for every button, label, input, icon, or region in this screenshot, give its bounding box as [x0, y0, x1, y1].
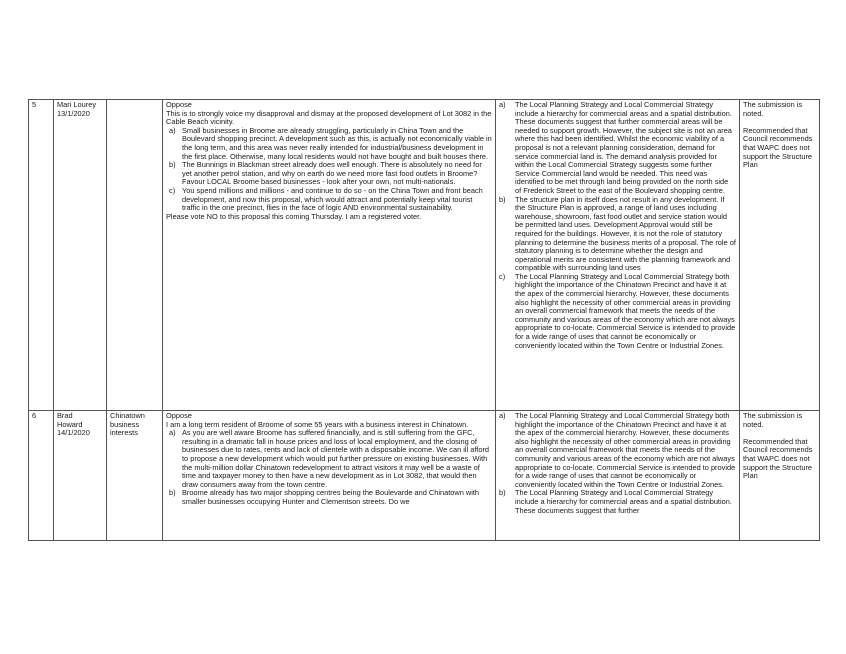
- submitter-first-name: Brad: [57, 411, 73, 420]
- position: Oppose: [166, 411, 192, 420]
- submission-number: 6: [29, 411, 54, 541]
- submission-closing: Please vote NO to this proposal this coming Thursday. I am a registered voter.: [166, 211, 422, 221]
- response-cell: [496, 411, 740, 541]
- submission-text-cell: [163, 100, 496, 411]
- response-point: [499, 412, 736, 489]
- point-text: You spend millions and millions - and continue to do so - on the China Town and front beach development, and now this proposal, which would attract and potentially keep vital tourist traffic in the one precinct, flies in the face of logic AND environmental sustainability.: [182, 185, 483, 213]
- response-text: The Local Planning Strategy and Local Commercial Strategy include a hierarchy for commercial areas and a spatial distribution. These documents suggest that further: [515, 488, 732, 515]
- response-point: [499, 196, 736, 273]
- submission-date: 13/1/2020: [57, 108, 90, 118]
- response-label: a): [499, 411, 506, 420]
- response-point: [499, 273, 736, 350]
- submission-point: [166, 127, 492, 161]
- point-text: Small businesses in Broome are already struggling, particularly in China Town and the Boulevard shopping precinct. A development such as this, is actually not economically viable in the long term, and this area was never really intended for industrial/business development in the first place. Otherwise, many local residents would not have bought and built houses there.: [182, 125, 492, 161]
- point-label: b): [169, 160, 176, 170]
- response-label: b): [499, 194, 506, 204]
- submission-text-cell: [163, 411, 496, 541]
- response-text: The Local Planning Strategy and Local Commercial Strategy both highlight the importance of the Chinatown Precinct and have it at the apex of the commercial hierarchy. However, these documents also highlight the necessity of other commercial areas in providing an overall commercial framework that meets the needs of the community and various areas of the economy which are not always appropriate to co-locate. Commercial Service is intended to provide for a wide range of uses that cannot be economically or conveniently located within the Town Centre or Industrial Zones.: [515, 271, 736, 350]
- submissions-table: [28, 99, 820, 541]
- point-text: The Bunnings in Blackman street already does well enough. There is absolutely no need for yet another petrol station, and why on earth do we need more fast food outlets in Broome? Favour LOCAL Broome based businesses - look after your own, not multi-nationals.: [182, 160, 482, 187]
- submission-point: [166, 187, 492, 213]
- response-label: a): [499, 100, 506, 109]
- point-text: As you are well aware Broome has suffered financially, and is still suffering from the GFC, resulting in a dramatic fall in house prices and loss of local employment, and the closing of businesses due to rates, rents and lack of clientele with a disposable income. We can ill afford to propose a new development which would put further pressure on existing businesses. With the multi-million dollar Chinatown redevelopment to attract visitors it may well be a waste of time and taxpayer money to then have a new development as in Lot 3082, that would then draw consumers away from the town centre.: [182, 428, 490, 489]
- group-line: Chinatown: [110, 411, 145, 420]
- submission-row: [29, 100, 820, 411]
- submitter-name: Mari Lourey: [57, 100, 97, 109]
- group-line: business: [110, 419, 140, 429]
- submission-intro: This is to strongly voice my disapproval and dismay at the proposed development of Lot 3082 in the Cable Beach vicinity.: [166, 108, 492, 127]
- submission-intro: I am a long term resident of Broome of some 55 years with a business interest in Chinatown.: [166, 419, 469, 429]
- submitter-cell: [54, 411, 107, 541]
- response-label: c): [499, 271, 506, 281]
- submitter-last-name: Howard: [57, 419, 83, 429]
- point-text: Broome already has two major shopping centres being the Boulevarde and Chinatown with smaller businesses occupying Hunter and Clementson streets. Do we: [182, 488, 480, 506]
- response-text: The Local Planning Strategy and Local Commercial Strategy include a hierarchy for commercial areas and a spatial distribution. These documents suggest that further commercial areas will be needed to support growth. However, the subject site is not an area where this had been identified. Whilst the economic viability of a proposal is not a relevant planning consideration, demand for service commercial land is. The demand analysis provided for within the Local Commercial Strategy suggests some further Service Commercial land would be needed. This need was identified to be met through land being provided on the north side of Frederick Street to the east of the Boulevard shopping centre.: [515, 100, 732, 195]
- response-text: The Local Planning Strategy and Local Commercial Strategy both highlight the importance of the Chinatown Precinct and have it at the apex of the commercial hierarchy. However, these documents also highlight the necessity of other commercial areas in providing an overall commercial framework that meets the needs of the community and various areas of the economy which are not always appropriate to co-locate. Commercial Service is intended to provide for a wide range of uses that cannot be economically or conveniently located within the Town Centre or Industrial Zones.: [515, 411, 736, 489]
- point-label: c): [169, 185, 176, 195]
- submission-number: 5: [29, 100, 54, 411]
- point-label: a): [169, 428, 176, 438]
- response-point: [499, 489, 736, 515]
- response-text: The structure plan in itself does not result in any development. If the Structure Plan is approved, a range of land uses including warehouse, showroom, fast food outlet and service station would be permitted land uses. Development Approval would still be required for the buildings. However, it is not the role of statutory planning to determine the business merits of a proposal. The role of statutory planning is to determine whether the design and operational merits are consistent with the planning framework and compatible with surrounding land uses: [515, 194, 736, 273]
- group-cell: [107, 411, 163, 541]
- group-cell: [107, 100, 163, 411]
- recommendation-text: Recommended that Council recommends that WAPC does not support the Structure Plan: [743, 436, 813, 481]
- recommendation-note: The submission is noted.: [743, 100, 803, 118]
- recommendation-cell: [740, 411, 820, 541]
- recommendation-text: Recommended that Council recommends that WAPC does not support the Structure Plan: [743, 125, 813, 170]
- response-label: b): [499, 488, 506, 498]
- point-label: b): [169, 488, 176, 498]
- group-line: interests: [110, 428, 138, 438]
- position: Oppose: [166, 100, 192, 109]
- submission-date: 14/1/2020: [57, 428, 90, 438]
- submission-row: [29, 411, 820, 541]
- submitter-cell: [54, 100, 107, 411]
- submission-point: [166, 429, 492, 489]
- recommendation-cell: [740, 100, 820, 411]
- submission-point: [166, 489, 492, 506]
- point-label: a): [169, 125, 176, 135]
- recommendation-note: The submission is noted.: [743, 411, 803, 429]
- response-point: [499, 101, 736, 196]
- submission-point: [166, 161, 492, 187]
- response-cell: [496, 100, 740, 411]
